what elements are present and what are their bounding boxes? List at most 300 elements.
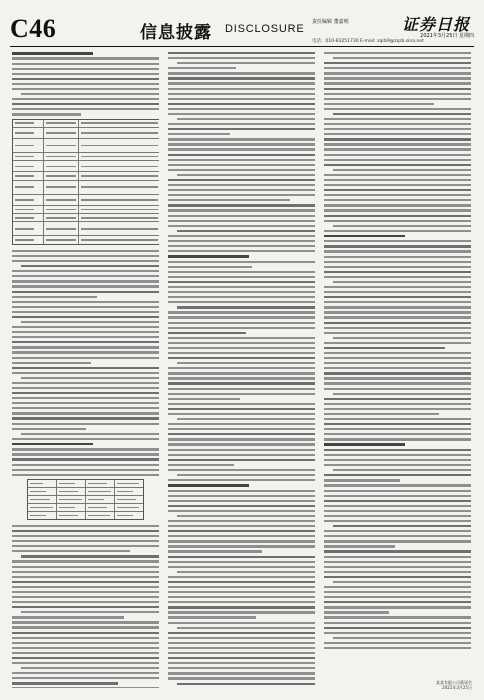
table-row: [13, 120, 159, 128]
text-line: [324, 108, 471, 110]
table-cell: [13, 139, 44, 152]
text-line: [177, 62, 315, 64]
text-line: [21, 265, 159, 267]
table-cell: [57, 504, 86, 511]
text-line: [12, 621, 159, 623]
table-row: [13, 236, 159, 243]
text-line: [168, 428, 315, 430]
cell-text: [59, 483, 75, 485]
table-cell: [13, 120, 44, 127]
text-line: [324, 535, 471, 537]
text-line: [324, 332, 471, 334]
text-line: [324, 454, 471, 456]
table-cell: [79, 120, 159, 127]
text-line: [12, 687, 159, 688]
text-line: [324, 611, 389, 613]
text-line: [12, 581, 159, 583]
text-line: [168, 464, 234, 466]
table-cell: [79, 139, 159, 152]
table-cell: [44, 236, 78, 243]
text-line: [324, 276, 471, 278]
text-line: [324, 138, 471, 140]
text-line: [168, 576, 315, 578]
text-line: [324, 88, 471, 90]
table-cell: [44, 139, 78, 152]
subheading-line: [12, 52, 93, 55]
text-line: [324, 215, 471, 217]
cell-text: [59, 491, 78, 493]
text-line: [324, 62, 471, 64]
text-line: [324, 357, 471, 359]
cell-text: [15, 122, 34, 124]
cell-text: [46, 175, 75, 177]
newspaper-logo: 证券日报: [402, 15, 471, 34]
text-line: [324, 464, 471, 466]
text-line: [324, 505, 471, 507]
table-cell: [115, 496, 143, 503]
text-line: [324, 606, 471, 608]
cell-text: [15, 209, 34, 211]
text-line: [168, 327, 315, 329]
cell-text: [15, 186, 34, 188]
cell-text: [81, 239, 158, 241]
text-line: [168, 408, 315, 410]
table-row: [13, 181, 159, 195]
text-line: [168, 490, 315, 492]
text-line: [324, 261, 471, 263]
table-cell: [44, 153, 78, 160]
cell-text: [15, 199, 34, 201]
table-row: [28, 512, 143, 519]
text-line: [12, 57, 159, 59]
text-line: [324, 367, 471, 369]
cell-text: [117, 499, 136, 501]
text-line: [12, 652, 159, 654]
text-line: [333, 581, 471, 583]
cell-text: [59, 507, 75, 509]
text-line: [177, 683, 315, 685]
text-line: [324, 123, 471, 125]
data-table: [12, 119, 159, 245]
table-cell: [44, 222, 78, 235]
cell-text: [46, 132, 75, 134]
text-line: [21, 377, 159, 379]
table-cell: [13, 236, 44, 243]
table-cell: [57, 488, 86, 495]
text-line: [324, 189, 471, 191]
text-line: [12, 260, 159, 262]
text-line: [177, 306, 315, 308]
text-line: [168, 403, 315, 405]
table-row: [28, 496, 143, 504]
text-line: [168, 561, 315, 563]
text-line: [168, 352, 315, 354]
text-line: [168, 667, 315, 669]
table-cell: [13, 195, 44, 205]
text-line: [324, 545, 395, 547]
table-cell: [28, 496, 57, 503]
text-line: [333, 225, 471, 227]
text-line: [324, 428, 471, 430]
table-cell: [44, 195, 78, 205]
text-line: [168, 443, 315, 445]
text-line: [324, 622, 471, 624]
text-line: [168, 67, 236, 69]
table-cell: [13, 222, 44, 235]
text-line: [168, 601, 315, 603]
text-line: [324, 291, 471, 293]
table-cell: [115, 504, 143, 511]
text-line: [168, 616, 256, 618]
text-line: [12, 402, 159, 404]
cell-text: [15, 132, 34, 134]
text-line: [324, 286, 471, 288]
text-line: [168, 261, 315, 263]
table-cell: [79, 236, 159, 243]
text-line: [12, 316, 159, 318]
text-line: [324, 388, 471, 390]
text-line: [324, 306, 471, 308]
cell-text: [15, 145, 34, 147]
text-line: [168, 479, 315, 481]
signature-date: 2021年3月25日: [442, 685, 472, 690]
table-cell: [28, 480, 57, 487]
table-cell: [44, 128, 78, 138]
cell-text: [46, 228, 75, 230]
table-row: [28, 480, 143, 488]
text-line: [21, 433, 159, 435]
text-line: [12, 525, 159, 527]
table-cell: [13, 153, 44, 160]
cell-text: [46, 145, 75, 147]
text-line: [324, 209, 471, 211]
text-line: [324, 571, 471, 573]
cell-text: [15, 166, 34, 168]
text-line: [12, 113, 81, 115]
text-line: [168, 652, 315, 654]
text-line: [12, 616, 124, 618]
text-line: [12, 642, 159, 644]
text-line: [333, 337, 471, 339]
text-line: [168, 423, 315, 425]
text-line: [168, 388, 315, 390]
cell-text: [46, 199, 75, 201]
text-line: [324, 561, 471, 563]
text-line: [168, 296, 315, 298]
text-line: [12, 601, 159, 603]
text-line: [324, 433, 471, 435]
text-line: [12, 306, 159, 308]
text-line: [168, 367, 315, 369]
text-line: [12, 469, 159, 471]
table-cell: [44, 161, 78, 171]
text-line: [324, 408, 471, 410]
text-line: [324, 586, 471, 588]
text-line: [177, 627, 315, 629]
text-line: [12, 571, 159, 573]
table-cell: [13, 214, 44, 221]
text-line: [12, 296, 97, 298]
text-line: [168, 622, 315, 624]
table-cell: [79, 222, 159, 235]
text-line: [12, 108, 159, 110]
text-line: [324, 230, 471, 232]
cell-text: [30, 483, 43, 485]
cell-text: [15, 239, 34, 241]
text-line: [12, 341, 159, 343]
table-cell: [79, 181, 159, 194]
text-line: [168, 148, 315, 150]
text-line: [168, 72, 315, 74]
text-line: [168, 382, 315, 384]
text-line: [168, 662, 315, 664]
masthead-rule: [10, 46, 474, 47]
text-line: [324, 220, 471, 222]
table-row: [13, 172, 159, 180]
text-line: [168, 337, 315, 339]
text-line: [324, 550, 471, 552]
text-line: [168, 209, 315, 211]
text-line: [324, 423, 471, 425]
text-line: [324, 540, 471, 542]
table-cell: [13, 161, 44, 171]
text-line: [324, 159, 471, 161]
text-line: [168, 342, 315, 344]
text-line: [12, 83, 159, 85]
text-line: [324, 82, 471, 84]
text-line: [324, 322, 471, 324]
text-line: [12, 591, 159, 593]
cell-text: [46, 166, 75, 168]
text-line: [324, 495, 471, 497]
text-line: [324, 98, 471, 100]
cell-text: [30, 499, 49, 501]
text-line: [324, 316, 471, 318]
table-cell: [13, 172, 44, 179]
cell-text: [88, 515, 110, 517]
text-line: [324, 403, 471, 405]
text-line: [21, 555, 159, 557]
column-left: [12, 52, 159, 688]
cell-text: [81, 199, 158, 201]
text-line: [12, 560, 159, 562]
text-line: [324, 515, 471, 517]
text-line: [12, 672, 159, 674]
cell-text: [88, 507, 107, 509]
text-line: [12, 662, 159, 664]
table-cell: [28, 488, 57, 495]
text-line: [168, 454, 315, 456]
table-cell: [86, 496, 115, 503]
text-line: [168, 530, 315, 532]
subheading-line: [324, 235, 405, 238]
text-line: [168, 469, 315, 471]
table-cell: [28, 504, 57, 511]
text-line: [168, 199, 290, 201]
table-cell: [115, 480, 143, 487]
text-line: [168, 123, 315, 125]
text-line: [333, 57, 471, 59]
text-line: [324, 77, 471, 79]
text-line: [333, 393, 471, 395]
table-cell: [79, 153, 159, 160]
text-line: [168, 291, 315, 293]
cell-text: [81, 166, 158, 168]
text-line: [333, 169, 471, 171]
table-cell: [13, 181, 44, 194]
table-cell: [57, 512, 86, 519]
text-line: [324, 596, 471, 598]
text-line: [324, 347, 445, 349]
table-cell: [86, 512, 115, 519]
table-row: [13, 153, 159, 161]
text-line: [168, 322, 315, 324]
text-line: [324, 500, 471, 502]
text-line: [324, 148, 471, 150]
text-line: [12, 68, 159, 70]
text-line: [168, 586, 315, 588]
text-line: [168, 596, 315, 598]
text-line: [12, 535, 159, 537]
text-line: [168, 179, 315, 181]
text-line: [324, 576, 471, 578]
text-line: [168, 128, 315, 130]
table-cell: [86, 488, 115, 495]
text-line: [168, 164, 315, 166]
text-line: [168, 194, 315, 196]
text-line: [12, 423, 159, 425]
text-line: [324, 133, 471, 135]
text-line: [168, 113, 315, 115]
cell-text: [81, 132, 158, 134]
text-line: [324, 194, 471, 196]
text-line: [168, 556, 315, 558]
page-number: C46: [10, 14, 57, 43]
text-line: [324, 204, 471, 206]
contact-line: 电话：010-83251730 E-mail: zqrb9@zqrb.sina.net: [312, 39, 424, 44]
cell-text: [46, 239, 75, 241]
text-line: [12, 357, 159, 359]
text-line: [168, 220, 315, 222]
text-line: [168, 235, 315, 237]
table-cell: [79, 161, 159, 171]
text-line: [168, 632, 315, 634]
text-line: [333, 637, 471, 639]
subheading-line: [12, 443, 93, 446]
cell-text: [46, 186, 75, 188]
text-line: [324, 474, 471, 476]
cell-text: [81, 209, 158, 211]
table-row: [13, 195, 159, 206]
cell-text: [117, 483, 139, 485]
cell-text: [81, 217, 158, 219]
text-line: [168, 581, 315, 583]
cell-text: [81, 156, 158, 158]
table-cell: [44, 181, 78, 194]
cell-text: [81, 228, 158, 230]
text-line: [12, 336, 159, 338]
text-line: [168, 82, 315, 84]
text-line: [324, 372, 471, 374]
text-line: [168, 372, 315, 374]
text-line: [12, 657, 159, 659]
text-line: [12, 474, 159, 476]
text-line: [12, 326, 159, 328]
text-line: [12, 397, 159, 399]
text-line: [324, 510, 471, 512]
text-line: [324, 520, 471, 522]
text-line: [168, 332, 246, 334]
text-line: [324, 164, 471, 166]
text-line: [168, 281, 315, 283]
table-cell: [28, 512, 57, 519]
text-line: [168, 500, 315, 502]
text-line: [12, 550, 130, 552]
text-line: [168, 347, 315, 349]
text-line: [324, 632, 471, 634]
cell-text: [88, 491, 110, 493]
text-line: [168, 459, 315, 461]
text-line: [168, 93, 315, 95]
text-line: [12, 392, 159, 394]
text-line: [21, 667, 159, 669]
text-line: [324, 240, 471, 242]
text-line: [168, 433, 315, 435]
cell-text: [117, 507, 139, 509]
text-line: [324, 530, 471, 532]
signature-block: [324, 680, 472, 690]
text-line: [12, 250, 159, 252]
table-cell: [79, 195, 159, 205]
text-line: [324, 154, 471, 156]
text-line: [168, 311, 315, 313]
table-cell: [44, 120, 78, 127]
column-right: [324, 52, 471, 688]
text-line: [12, 540, 159, 542]
text-line: [12, 453, 159, 455]
text-line: [168, 276, 315, 278]
text-line: [324, 72, 471, 74]
text-line: [21, 611, 159, 613]
table-cell: [57, 480, 86, 487]
text-line: [324, 362, 471, 364]
text-line: [12, 464, 159, 466]
cell-text: [46, 209, 75, 211]
cell-text: [46, 156, 75, 158]
cell-text: [59, 499, 81, 501]
text-line: [12, 275, 159, 277]
table-row: [13, 214, 159, 222]
text-line: [168, 98, 315, 100]
text-line: [168, 301, 315, 303]
text-line: [168, 637, 315, 639]
text-line: [177, 515, 315, 517]
text-line: [168, 266, 252, 268]
text-line: [12, 331, 159, 333]
issue-date: 2021年3月25日 星期四: [420, 33, 474, 39]
text-line: [177, 362, 315, 364]
text-line: [12, 428, 86, 430]
text-line: [168, 184, 315, 186]
text-line: [168, 495, 315, 497]
cell-text: [15, 228, 34, 230]
text-line: [168, 438, 315, 440]
text-line: [12, 586, 159, 588]
text-line: [324, 490, 471, 492]
table-cell: [79, 172, 159, 179]
text-line: [12, 270, 159, 272]
text-line: [324, 413, 439, 415]
